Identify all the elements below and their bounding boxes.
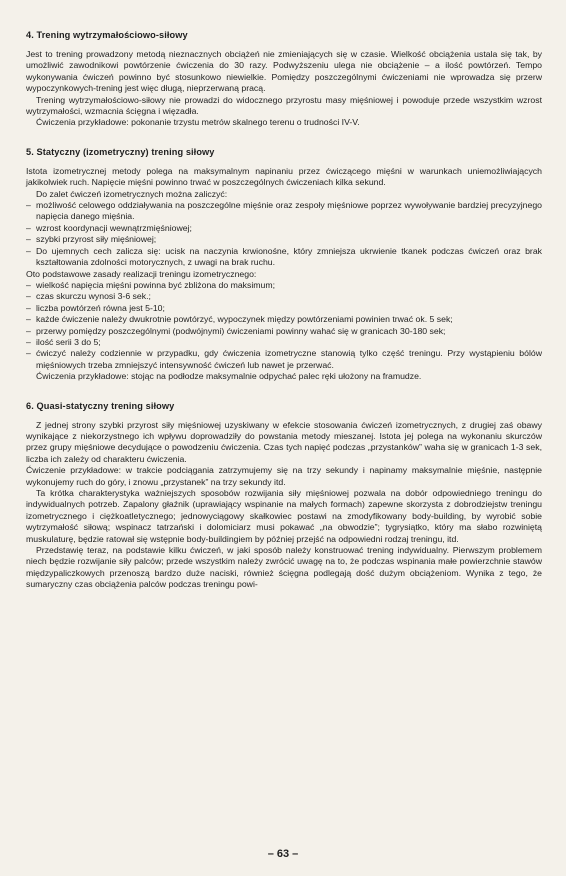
section-4-paragraph-2: Trening wytrzymałościowo-siłowy nie prowadzi do widocznego przyrostu masy mięśniowej i powoduje przede wszystkim wzrost wytrzymałości, wzmacnia ścięgna i więzadła.	[26, 94, 542, 117]
list-item: – szybki przyrost siły mięśniowej;	[26, 234, 542, 245]
list-item: – Do ujemnych cech zalicza się: ucisk na naczynia krwionośne, który zmniejsza ukrwienie tkanek podczas ćwiczeń oraz brak kształtowania zdolności motorycznych, z uwagi na brak ruchu.	[26, 246, 542, 269]
section-6-paragraph-2: Ćwiczenie przykładowe: w trakcie podciągania zatrzymujemy się na trzy sekundy i napinamy maksymalnie mięśnie, następnie wykonujemy ruch do góry, i znowu „przystanek” na trzy sekundy itd.	[26, 465, 542, 487]
rules-list	[26, 280, 542, 371]
list-item: – ćwiczyć należy codziennie w przypadku, gdy ćwiczenia izometryczne stanowią tylko część treningu. Przy wystąpieniu bólów mięśniowych trzeba zmniejszyć intensywność ćwiczeń lub nawet je przerwać.	[26, 348, 542, 371]
list-item: – każde ćwiczenie należy dwukrotnie powtórzyć, wypoczynek między powtórzeniami powinien trwać ok. 5 sek;	[26, 314, 542, 325]
section-4-paragraph-3: Ćwiczenia przykładowe: pokonanie trzystu metrów skalnego terenu o trudności IV-V.	[36, 117, 360, 128]
section-6-heading: 6. Quasi-statyczny trening siłowy	[26, 400, 175, 411]
section-6-paragraph-3: Ta krótka charakterystyka ważniejszych sposobów rozwijania siły mięśniowej pozwala na dobór odpowiedniego treningu do indywidualnych potrzeb. Zapalony głaźnik (uprawiający wspinanie na małych formach) zapewne skorzysta z dobrodziejstw treningu izometrycznego i ciężkoatletycznego; jednowyciągowy skałkowiec postawi na zmodyfikowany body-building, by wyrobić sobie wytrzymałość siłową; wspinacz tatrzański i dolomiciarz musi pokawać „na obwodzie”; tygrysiątko, który ma słabo rozwiniętą muskulaturę, będzie ratował się wstępnie body-buildingiem by później przejść na odpowiedni rodzaj treningu, itd.	[26, 488, 542, 544]
section-4-paragraph-1: Jest to trening prowadzony metodą nieznacznych obciążeń nie zmieniających się w czasie. Wielkość obciążenia ustala się tak, by umożliwić zawodnikowi powtórzenie ćwiczenia do 30 razy. Podwyższeniu ulega nie obciążenie – a ilość powtórzeń. Tempo wykonywania ćwiczeń powinno być stosunkowo niewielkie. Pomiędzy poszczególnymi ćwiczeniami nie wprowadza się przerw wypoczynkowych-trening jest więc długą, nieprzerwaną pracą.	[26, 49, 542, 94]
list-item: – przerwy pomiędzy poszczególnymi (podwójnymi) ćwiczeniami powinny wahać się w granicach 30-180 sek;	[26, 326, 542, 337]
advantages-intro: Do zalet ćwiczeń izometrycznych można zaliczyć:	[36, 188, 228, 199]
rules-intro: Oto podstawowe zasady realizacji treningu izometrycznego:	[26, 268, 257, 279]
section-6-paragraph-1: Z jednej strony szybki przyrost siły mięśniowej uzyskiwany w efekcie stosowania ćwiczeń izometrycznych, z drugiej zaś obawy wynikające z niekorzystnego ich wpływu doprowadziły do powstania metody mieszanej. Istota jej polega na wykonaniu skurczów przez grupy mięśniowe decydujące o powodzeniu ćwiczenia. Czas tych napięć podczas „przystanków” waha się w granicach 1-3 sek, liczba ich zależy od charakteru ćwiczenia.	[26, 419, 542, 464]
advantages-list	[26, 200, 542, 268]
page-number: – 63 –	[267, 848, 299, 860]
list-item: – czas skurczu wynosi 3-6 sek.;	[26, 291, 542, 302]
list-item: – liczba powtórzeń równa jest 5-10;	[26, 303, 542, 314]
list-item: – możliwość celowego oddziaływania na poszczególne mięśnie oraz zespoły mięśniowe poprzez wywoływanie bardziej precyzyjnego napięcia danego mięśnia.	[26, 200, 542, 223]
section-5-heading: 5. Statyczny (izometryczny) trening siłowy	[26, 146, 215, 157]
list-item: – wzrost koordynacji wewnątrzmięśniowej;	[26, 223, 542, 234]
section-5-intro: Istota izometrycznej metody polega na maksymalnym napinaniu przez ćwiczącego mięśni w warunkach uniemożliwiających jakikolwiek ruch. Napięcie mięśni powinno trwać w poszczególnych ćwiczeniach kilka sekund.	[26, 165, 542, 188]
list-item: – wielkość napięcia mięśni powinna być zbliżona do maksimum;	[26, 280, 542, 291]
section-4-heading: 4. Trening wytrzymałościowo-siłowy	[26, 30, 188, 40]
section-6-paragraph-4: Przedstawię teraz, na podstawie kilku ćwiczeń, w jaki sposób należy konstruować trening indywidualny. Pierwszym problemem niech będzie rozwijanie siły palców; przede wszystkim należy zwrócić uwagę na to, że podczas wspinania małe powierzchnie stawów międzypaliczkowych przenoszą bardzo duże naciski, również ścięgna podlegają dość dużym obciążeniom. Wynika z tego, że sumaryczny czas obciążenia palców podczas treningu powi-	[26, 545, 542, 590]
section-5-example: Ćwiczenia przykładowe: stojąc na podłodze maksymalnie odpychać palec ręki ułożony na framudze.	[36, 371, 422, 382]
list-item: – ilość serii 3 do 5;	[26, 337, 542, 348]
